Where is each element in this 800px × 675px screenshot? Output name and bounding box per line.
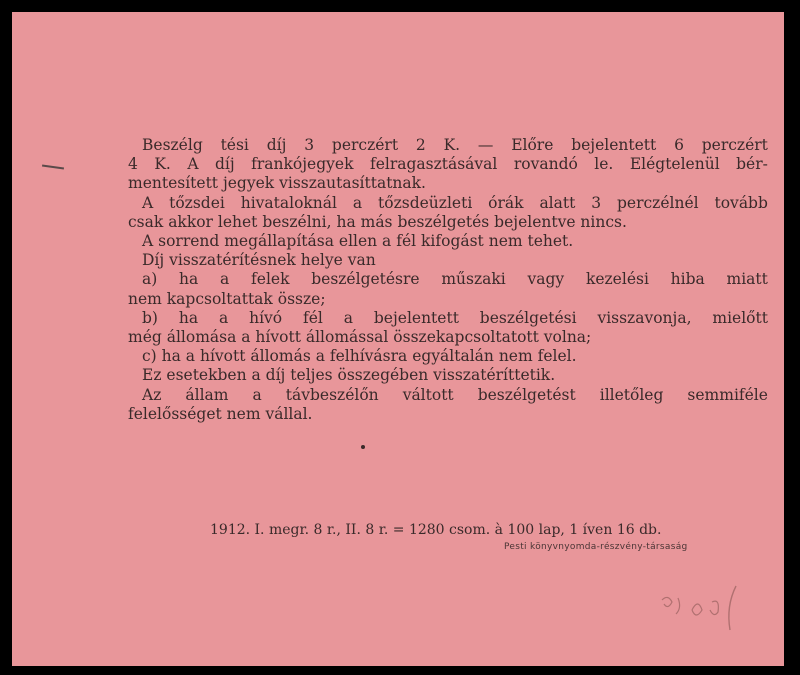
text-line: 4 K. A díj frankójegyek felragasztásával rovandó le. Elégtelenül bér-	[128, 155, 768, 174]
text-line: csak akkor lehet beszélni, ha más beszélgetés bejelentve nincs.	[128, 212, 627, 231]
text-line: felelősséget nem vállal.	[128, 404, 313, 423]
text-line: b) ha a hívó fél a bejelentett beszélgetési visszavonja, mielőtt	[142, 308, 768, 327]
pencil-scribble	[652, 580, 762, 640]
text-line: a) ha a felek beszélgetésre műszaki vagy kezelési hiba miatt	[142, 270, 768, 289]
text-line: nem kapcsoltattak össze;	[128, 289, 326, 308]
print-imprint: 1912. I. megr. 8 r., II. 8 r. = 1280 csom. à 100 lap, 1 íven 16 db.	[210, 522, 662, 538]
text-line: Díj visszatérítésnek helye van	[142, 251, 376, 270]
text-line: Az állam a távbeszélőn váltott beszélgetést illetőleg semmiféle	[142, 385, 768, 404]
perforated-edge	[780, 12, 788, 666]
ink-dot	[361, 445, 365, 449]
text-line: A sorrend megállapítása ellen a fél kifogást nem tehet.	[142, 232, 574, 251]
text-line: c) ha a hívott állomás a felhívásra egyáltalán nem felel.	[142, 347, 577, 366]
text-line: mentesített jegyek visszautasíttatnak.	[128, 174, 426, 193]
text-line: még állomása a hívott állomással összekapcsoltatott volna;	[128, 328, 592, 347]
text-line: A tőzsdei hivataloknál a tőzsdeüzleti órák alatt 3 perczélnél tovább	[142, 193, 768, 212]
printer-name: Pesti könyvnyomda-részvény-társaság	[504, 542, 688, 552]
text-line: Ez esetekben a díj teljes összegében visszatéríttetik.	[142, 366, 556, 385]
telephone-form-back	[12, 12, 784, 666]
regulations-text	[128, 136, 768, 424]
margin-mark	[42, 164, 64, 169]
text-line: Beszélg tési díj 3 perczért 2 K. — Előre bejelentett 6 perczért	[142, 136, 768, 154]
